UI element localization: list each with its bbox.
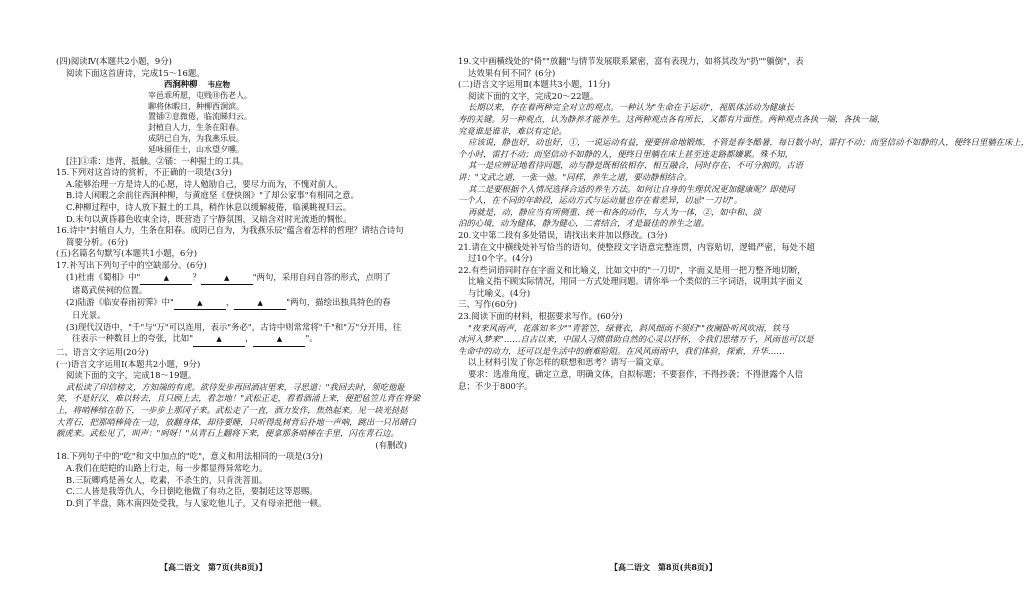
requirement-line: 息；不少于800字。: [458, 380, 533, 391]
section-heading: 二、语言文字运用(20分): [56, 347, 149, 358]
question-22-cont: 比喻义指不顾实际情况，用同一方式处理问题。请你举一个类似的三字词语，说明其字面义: [468, 276, 803, 287]
passage-line: 寿的关键。另一种观点，认为静养才能养生。这两种观点各有所长，又都有片面性。两种观点各执一端，各执一端，: [458, 113, 886, 124]
question-17-3: (3)现代汉语中，"千"与"万"可以连用，表示"务必"，古诗中则常常将"千"和"万"分开用，往: [66, 321, 402, 332]
section-heading: 三、写作(60分): [458, 299, 518, 310]
question-19-cont: 达效果有何不同？(6分): [468, 67, 556, 78]
passage-line: 其一是应辨证地看待问题，动与静是既相依相存、相互融合，同时存在、不可分割的。古语: [468, 160, 803, 171]
question-15: 15.下列对这首诗的赏析，不正确的一项是(3分): [56, 167, 232, 178]
option-c: C.种柳过程中，诗人放下掘土的工具，稍作休息以缓解疲倦，临溪眺视归云。: [66, 201, 352, 212]
material-line: 冰河入梦来"……自古以来，中国人习惯借助自然的心灵以抒怀，令我们思绪万千，风雨也可以是: [458, 334, 814, 345]
passage-line: 泊的心境，动为健体，静为健心，二者结合，才是最佳的养生之道。: [458, 218, 710, 229]
passage-line: 笑，不是好汉，难以转去，且只顾上去，看怎地！"武松正走，看看酒涌上来，便把毡笠儿背在脊梁: [56, 393, 420, 404]
passage-source: (有删改): [375, 439, 407, 450]
prompt-line: 以上材料引发了你怎样的联想和思考？请写一篇文章。: [468, 357, 669, 368]
option-c: C.二人皆是我等仇人，今日倒吃他做了有功之臣，要制廷这等恩赐。: [66, 486, 318, 497]
poem-author: 韦应物: [207, 80, 230, 90]
passage-line: 个小时，雷打不动；而坚信动不如静的人，便终日里躺在床上甚至连走路都嫌累。殊不知，: [458, 148, 793, 159]
question-17-3-cont: 往表示一种数目上的夸张，比如" ▲ ， ▲ "。: [56, 333, 411, 347]
question-22-cont: 与比喻义。(4分): [468, 287, 531, 298]
question-17-2: (2)陆游《临安春雨初霁》中" ▲ ， ▲ "两句，描绘出独具特色的春: [56, 297, 411, 311]
question-16: 16.诗中"封植自人力，生条在阳春。成阴已自为，为我燕乐辰"蕴含着怎样的哲理？请结合诗句: [56, 225, 404, 236]
question-23: 23.阅读下面的材料，根据要求写作。(60分): [458, 311, 623, 322]
question-17-1-cont: 诸葛武侯祠的位置。: [72, 285, 148, 296]
poem-line: 封植自人力，生条在阳春。: [148, 123, 244, 133]
poem-note: [注]①乖：违背，抵触。②锸：一种掘土的工具。: [66, 155, 249, 166]
passage-line: 长期以来，存在着两种完全对立的观点。一种认为"生命在于运动"，视肌体活动为健康长: [468, 102, 794, 113]
material-line: 生命中的动力，还可以是生活中的磨难险阻。在风风雨雨中，我们体验，探索，升华……: [458, 345, 785, 356]
question-19: 19.文中画横线处的"倚""放翻"与情节发展联系紧密，富有表现力，如将其改为"扔""躺倒"，表: [458, 56, 804, 66]
poem-title: 西涧种柳 韦应物: [164, 79, 230, 90]
passage-line: 再就是，动，静应当有所侧重、统一和各的动作，与人为一体，②，如中和、淡: [468, 206, 762, 217]
poem-line: 聊将休暇日，种柳西涧滨。: [148, 101, 244, 111]
left-page: [56, 56, 420, 556]
passage-line: 一个人，在不同的年龄段，运动方式与运动量也存在着差异，切忌"一刀切"。: [458, 195, 743, 206]
passage-line: 究竟谁是谁非，难以有定论。: [458, 125, 567, 136]
requirement-line: 要求：选准角度，确定立意，明确文体，自拟标题；不要套作，不得抄袭；不得泄露个人信: [468, 369, 803, 380]
passage-line: 应该说，静也好，动也好，①，一说运动有益，便要拼命地锻炼，不管是春冬酷暑，每日数小时，雷打不动；而坚信动不如静的人，便终日里躺在床上，: [468, 137, 1029, 148]
passage-line: 大青石，把那哨棒倚在一边，放翻身体，却待要睡，只听得乱树背后扑地一声响，跳出一只吊睛白: [56, 416, 417, 427]
question-20: 20.文中第二段有多处错误，请找出来并加以修改。(3分): [458, 229, 668, 240]
answer-blank[interactable]: ▲: [140, 273, 192, 286]
question-17-2-cont: 日光景。: [72, 310, 106, 321]
section-heading: (二)语言文字运用Ⅱ(本题共3小题，11分): [458, 79, 610, 90]
option-b: B.诗人闲暇之余前往西涧种柳，与黄庭坚《登快阁》"了却公家事"有相同之意。: [66, 190, 359, 201]
poem-line: 宰邑乖所愿，屯贱⑩伤老人。: [148, 90, 252, 100]
answer-blank[interactable]: ▲: [193, 334, 245, 347]
material-line: "夜来风雨声，花落知多少""青箬笠，绿蓑衣，斜风细雨不须归""夜阑卧听风吹雨，铁马: [468, 322, 789, 333]
option-d: D.到了半盘，陈木南四处受我，与人家吃他儿子，又有母亲把他一顿。: [66, 497, 327, 508]
question-22: 22.有些词语同时存在字面义和比喻义，比如文中的"一刀切"，字面义是用一把刀整齐地切断，: [458, 264, 806, 275]
passage-line: 上，将哨棒绾在肋下，一步步上那冈子来。武松走了一直，酒力发作，焦热起来。见一块光挞挞: [56, 405, 408, 416]
page-footer-right: 【高二语文 第8页(共8页)】: [610, 562, 717, 572]
passage-line: 其二是要根据个人情况选择合适的养生方法。如何让自身的生理状况更加健康呢？即使同: [468, 183, 795, 194]
section-heading: (一)语言文字运用Ⅰ(本题共2小题，9分): [56, 358, 201, 369]
option-b: B.三阮卿鸡是善女人，吃素，不杀生的，只肯洗菩皿。: [66, 474, 268, 485]
option-a: A.能够治理一方是诗人的心愿，诗人勉励自己，要尽力而为，不愧对前人。: [66, 178, 343, 189]
option-a: A.我们在皑皑的山路上行走，每一步都显得异常吃力。: [66, 463, 268, 473]
question-18: 18.下列句子中的"吃"和文中加点的"吃"，意义和用法相同的一项是(3分): [56, 451, 323, 462]
question-16-cont: 简要分析。(6分): [66, 236, 129, 247]
right-page: [458, 56, 1029, 556]
instruction: 阅读下面这首唐诗，完成15～16题。: [66, 67, 205, 78]
poem-line: 置锸②息微倦，临流睇归云。: [148, 112, 252, 122]
poem-line: 成阴已自为，为我燕乐辰。: [148, 133, 244, 143]
instruction: 阅读下面的文字，完成20～22题。: [468, 90, 599, 101]
passage-line: 额虎来。武松见了，叫声："呵呀！"从青石上翻将下来，便拿那条哨棒在手里，闪在青石边。: [56, 428, 399, 439]
passage-line: 讲："文武之道，一张一弛。"同样，养生之道，要动静相结合。: [458, 171, 692, 182]
passage-line: 武松读了印信榜文，方知端的有虎。欲待发步再回酒店里来，寻思道："我回去时，须吃他耻: [66, 381, 405, 392]
question-17: 17.补写出下列句子中的空缺部分。(6分): [56, 259, 207, 270]
question-17-1: (1)杜甫《蜀相》中" ▲ ？ ▲ "两句，采用自问自答的形式，点明了: [56, 272, 411, 286]
question-21-cont: 过10个字。(4分): [468, 253, 533, 264]
page-footer-left: 【高二语文 第7页(共8页)】: [160, 562, 267, 572]
section-heading: (四)阅读Ⅳ(本题共2小题，9分): [56, 56, 172, 66]
answer-blank[interactable]: ▲: [253, 334, 305, 347]
option-d: D.末句以黄昏暮色收束全诗，既营造了宁静氛围，又暗含对时光流逝的惆怅。: [66, 213, 352, 224]
answer-blank[interactable]: ▲: [201, 273, 253, 286]
section-heading: (五)名篇名句默写(本题共1小题，6分): [56, 248, 197, 259]
question-21: 21.请在文中横线处补写恰当的语句，使整段文字语意完整连贯，内容贴切，逻辑严密，每处不超: [458, 241, 815, 252]
answer-blank[interactable]: ▲: [174, 298, 226, 311]
poem-line: 延咏留佳士，山水望夕曛。: [148, 144, 244, 154]
answer-blank[interactable]: ▲: [234, 298, 286, 311]
instruction: 阅读下面的文字，完成18～19题。: [66, 370, 197, 381]
